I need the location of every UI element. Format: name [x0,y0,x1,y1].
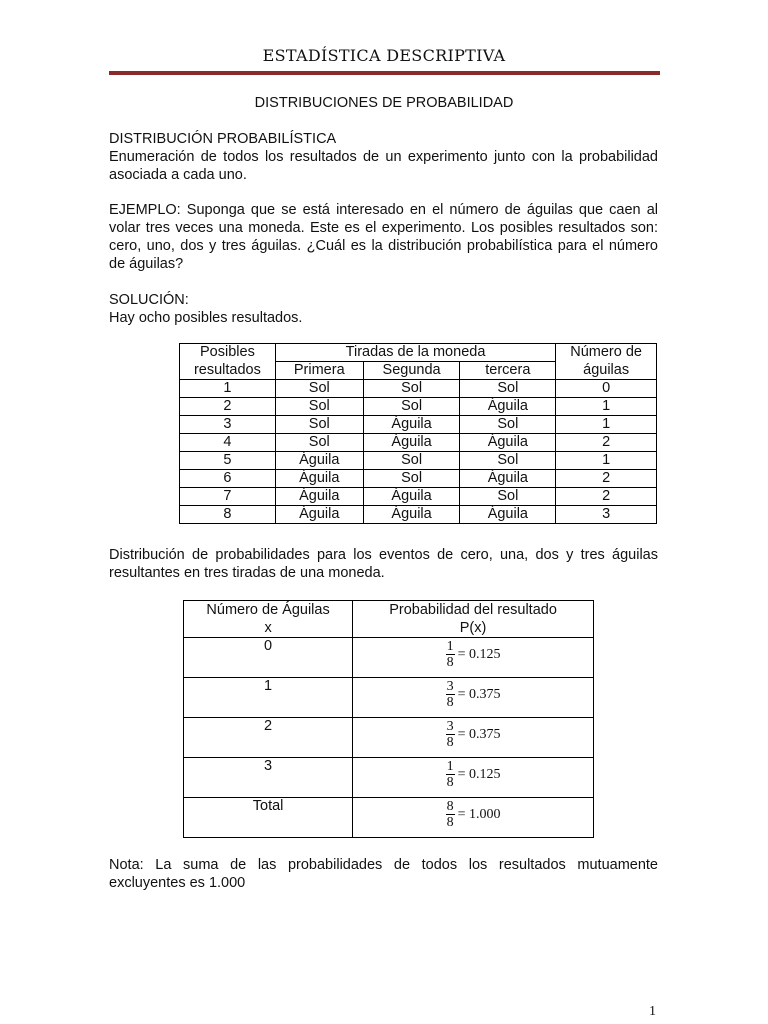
probability-cell [353,678,594,718]
outcomes-header-cell: tercera [460,362,556,380]
header-rule [109,71,660,75]
probability-value: = 0.375 [457,726,501,742]
distribution-intro: Distribución de probabilidades para los eventos de cero, una, dos y tres águilas resultantes en tres tiradas de una moneda. [109,547,658,581]
table-cell: Águila [460,398,556,416]
table-cell: 5 [180,452,276,470]
section-title: DISTRIBUCIONES DE PROBABILIDAD [254,95,514,111]
outcomes-header-cell: Posibles [180,344,276,362]
table-cell: 2 [556,488,657,506]
page-number: 1 [649,1004,656,1019]
table-cell: 2 [180,398,276,416]
table-cell: Águila [460,506,556,524]
table-cell: Sol [460,488,556,506]
table-row [180,506,657,524]
solution-text: Hay ocho posibles resultados. [109,310,303,326]
table-cell: Sol [275,398,363,416]
probability-cell [353,798,594,838]
probability-value: = 0.375 [457,686,501,702]
probability-cell [353,758,594,798]
table-cell: Águila [275,488,363,506]
table-cell: 0 [184,638,353,678]
table-cell: 6 [180,470,276,488]
table-cell: 0 [556,380,657,398]
table-row [184,798,594,838]
table-cell: Sol [275,380,363,398]
table-cell: Águila [363,488,460,506]
distribution-header-x [184,601,353,638]
table-cell: Águila [460,470,556,488]
note-block [109,856,658,892]
fraction-numerator: 3 [446,719,454,734]
fraction-numerator: 8 [446,799,454,814]
table-cell: Sol [275,416,363,434]
example-block [109,201,658,273]
fraction-denominator: 8 [446,775,454,790]
outcomes-header-cell: Segunda [363,362,460,380]
table-cell: Sol [275,434,363,452]
table-row [180,416,657,434]
fraction [446,639,501,670]
outcomes-header-cell: Primera [275,362,363,380]
fraction-denominator: 8 [446,735,454,750]
fraction [446,679,501,710]
table-cell: Águila [275,470,363,488]
table-cell: Águila [363,506,460,524]
table-row [184,678,594,718]
outcomes-header-group: Tiradas de la moneda [275,344,555,362]
table-cell: 1 [184,678,353,718]
probability-cell [353,638,594,678]
outcomes-header-cell: resultados [180,362,276,380]
header-line: P(x) [459,620,487,636]
table-cell: 3 [180,416,276,434]
fraction-numerator: 3 [446,679,454,694]
distribution-table [183,600,594,838]
table-row [184,638,594,678]
header-line: Número de Águilas [206,602,330,618]
table-cell: 2 [556,470,657,488]
table-row [180,452,657,470]
table-row [180,488,657,506]
solution-block [109,291,658,327]
table-cell: Águila [460,434,556,452]
probability-cell [353,718,594,758]
table-cell: 3 [556,506,657,524]
fraction-denominator: 8 [446,655,454,670]
table-cell: Sol [363,470,460,488]
fraction-numerator: 1 [446,639,454,654]
probability-value: = 1.000 [457,806,501,822]
table-cell: Águila [363,416,460,434]
note-text: Nota: La suma de las probabilidades de todos los resultados mutuamente excluyentes es 1.000 [109,857,658,891]
table-cell: 2 [184,718,353,758]
table-cell: Sol [363,380,460,398]
probability-value: = 0.125 [457,646,501,662]
table-cell: 2 [556,434,657,452]
table-cell: Águila [363,434,460,452]
header-line: Probabilidad del resultado [389,602,557,618]
table-cell: 4 [180,434,276,452]
outcomes-table [179,343,657,524]
table-cell: Sol [460,380,556,398]
table-cell: Sol [460,416,556,434]
fraction [446,759,501,790]
distribution-intro-block [109,546,658,582]
table-cell: 1 [556,398,657,416]
table-cell: Sol [363,398,460,416]
table-cell: 1 [180,380,276,398]
page-header-title: ESTADÍSTICA DESCRIPTIVA [262,46,506,65]
definition-text: Enumeración de todos los resultados de un experimento junto con la probabilidad asociada a cada uno. [109,149,658,183]
fraction [446,719,501,750]
table-cell: 1 [556,416,657,434]
table-row [184,718,594,758]
table-cell: Águila [275,506,363,524]
outcomes-header-cell: Número de [556,344,657,362]
header-line: x [264,620,272,636]
outcomes-header-cell: águilas [556,362,657,380]
table-cell: Sol [363,452,460,470]
table-row [180,470,657,488]
table-row [184,758,594,798]
fraction-numerator: 1 [446,759,454,774]
example-text: EJEMPLO: Suponga que se está interesado en el número de águilas que caen al volar tres veces una moneda. Este es el experimento. Los posibles resultados son: cero, uno, dos y tres águilas. ¿Cuál es la distribución probabilística para el número de águilas? [109,202,658,272]
table-cell: Águila [275,452,363,470]
fraction [446,799,501,830]
table-row [180,398,657,416]
definition-block [109,130,658,184]
solution-heading: SOLUCIÓN: [109,292,189,308]
fraction-denominator: 8 [446,815,454,830]
probability-value: = 0.125 [457,766,501,782]
table-cell: Total [184,798,353,838]
distribution-header-px [353,601,594,638]
table-cell: Sol [460,452,556,470]
table-row [180,434,657,452]
table-row [180,380,657,398]
fraction-denominator: 8 [446,695,454,710]
definition-heading: DISTRIBUCIÓN PROBABILÍSTICA [109,131,337,147]
table-cell: 7 [180,488,276,506]
table-cell: 3 [184,758,353,798]
table-cell: 8 [180,506,276,524]
table-cell: 1 [556,452,657,470]
